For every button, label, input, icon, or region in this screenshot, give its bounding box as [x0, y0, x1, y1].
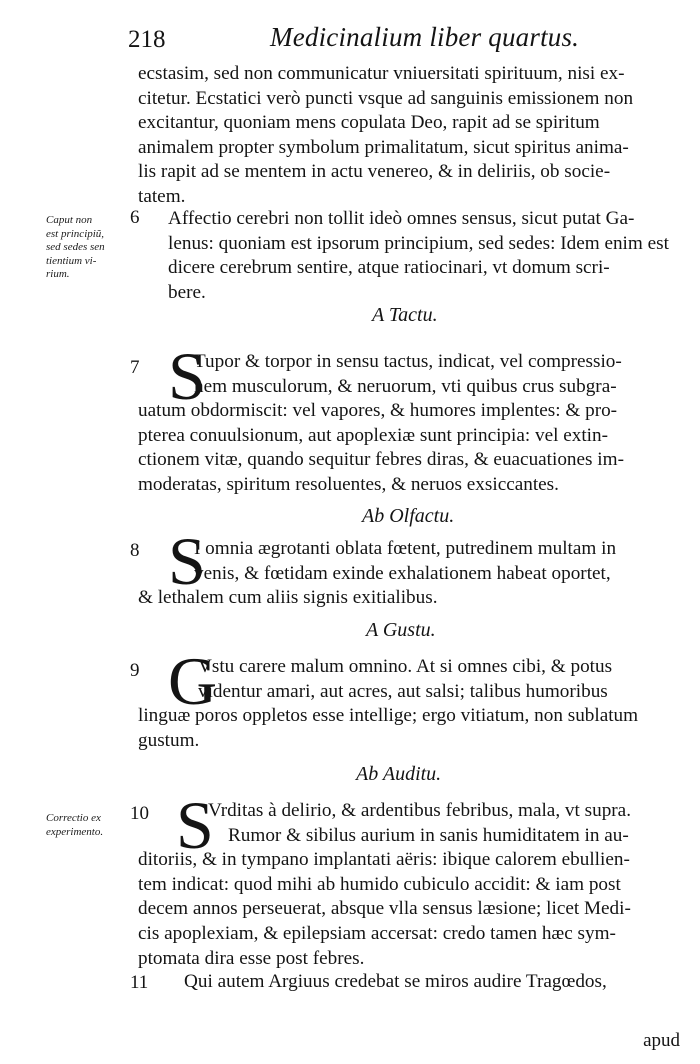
- text-line: ecstasim, sed non communicatur vniuersitati spirituum, nisi ex-: [138, 63, 625, 84]
- text-line: Qui autem Argiuus credebat se miros audire Tragœdos,: [184, 971, 607, 992]
- text-line: Vrditas à delirio, & ardentibus febribus, mala, vt supra.: [208, 800, 631, 821]
- drop-cap: S: [176, 787, 214, 863]
- running-head: Medicinalium liber quartus.: [270, 22, 580, 52]
- text-line: ditoriis, & in tympano implantati aëris: ibique calorem ebullien-: [138, 849, 630, 871]
- text-line: videntur amari, aut acres, aut salsi; talibus humoribus: [198, 680, 608, 702]
- page-header: [128, 20, 688, 60]
- paragraph-7: [138, 350, 678, 498]
- text-line: moderatas, spiritum resoluentes, & neruos exsiccantes.: [138, 473, 559, 495]
- section-heading-auditu: Ab Auditu.: [356, 763, 442, 785]
- section-heading-tactu: A Tactu.: [372, 304, 438, 326]
- sidenote-line: Correctio ex: [46, 812, 101, 824]
- sidenote-line: Caput non: [46, 214, 93, 226]
- text-line: Tupor & torpor in sensu tactus, indicat, vel compressio-: [194, 351, 622, 372]
- text-line: animalem propter symbolum primalitatum, sicut spiritus anima-: [138, 136, 629, 158]
- paragraph-number: 10: [130, 803, 149, 824]
- paragraph-number: 8: [130, 540, 140, 561]
- text-line: & lethalem cum aliis signis exitialibus.: [138, 587, 438, 609]
- text-line: lis rapit ad se mentem in actu venereo, & in deliriis, ob socie-: [138, 161, 611, 183]
- text-line: dicere cerebrum sentire, atque ratiocinari, vt domum scri-: [168, 257, 610, 279]
- paragraph-number: 9: [130, 660, 140, 681]
- text-line: gustum.: [138, 729, 200, 751]
- sidenote-caput: [46, 214, 126, 282]
- paragraph-9: [138, 655, 678, 753]
- text-line: Vstu carere malum omnino. At si omnes cibi, & potus: [198, 656, 613, 677]
- text-line: bere.: [168, 281, 206, 303]
- sidenote-line: experimento.: [46, 825, 104, 838]
- sidenote-correctio: [46, 812, 126, 839]
- page-number: 218: [128, 26, 166, 53]
- text-line: lenus: quoniam est ipsorum principium, sed sedes: Idem enim est: [168, 232, 669, 254]
- text-line: tem indicat: quod mihi ab humido cubiculo accidit: & iam post: [138, 873, 621, 895]
- text-line: pterea conuulsionum, aut apoplexiæ sunt principia: vel extin-: [138, 424, 608, 446]
- text-line: Rumor & sibilus aurium in sanis humiditatem in au-: [228, 824, 629, 846]
- paragraph-10: [138, 799, 678, 971]
- text-line: decem annos perseuerat, absque vlla sensus læsione; licet Medi-: [138, 898, 631, 920]
- text-line: venis, & fœtidam exinde exhalationem habeat oportet,: [194, 562, 611, 584]
- sidenote-line: tientium vi-: [46, 254, 97, 267]
- paragraph-number: 11: [130, 972, 149, 993]
- catchword: apud: [643, 1030, 680, 1051]
- paragraph-6: [168, 207, 678, 305]
- sidenote-line: est principiũ,: [46, 227, 105, 240]
- text-line: linguæ poros oppletos esse intellige; ergo vitiatum, non sublatum: [138, 705, 639, 727]
- text-line: citetur. Ecstatici verò puncti vsque ad sanguinis emissionem non: [138, 87, 634, 109]
- text-line: nem musculorum, & neruorum, vti quibus crus subgra-: [194, 375, 617, 397]
- text-line: cis apoplexiam, & epilepsiam accersat: credo tamen hæc sym-: [138, 922, 616, 944]
- paragraph-continuation: [138, 62, 678, 210]
- section-heading-olfactu: Ab Olfactu.: [362, 505, 455, 527]
- section-heading-gustu: A Gustu.: [366, 619, 436, 641]
- sidenote-line: sed sedes sen: [46, 241, 105, 253]
- paragraph-11: [184, 970, 678, 995]
- paragraph-number: 7: [130, 357, 140, 378]
- text-line: uatum obdormiscit: vel vapores, & humores implentes: & pro-: [138, 400, 618, 422]
- sidenote-line: rium.: [46, 268, 70, 280]
- drop-cap: S: [168, 338, 206, 414]
- drop-cap: S: [168, 523, 206, 599]
- text-line: ctionem vitæ, quando sequitur febres diras, & euacuationes im-: [138, 449, 624, 471]
- text-line: I omnia ægrotanti oblata fœtent, putredinem multam in: [194, 538, 617, 559]
- text-line: excitantur, quoniam mens copulata Deo, rapit ad se spiritum: [138, 112, 600, 134]
- paragraph-8: [138, 537, 678, 611]
- text-line: tatem.: [138, 185, 186, 207]
- text-line: ptomata dira esse post febres.: [138, 947, 365, 969]
- text-line: Affectio cerebri non tollit ideò omnes sensus, sicut putat Ga-: [168, 208, 635, 229]
- drop-cap: G: [168, 643, 218, 719]
- paragraph-number: 6: [130, 207, 140, 228]
